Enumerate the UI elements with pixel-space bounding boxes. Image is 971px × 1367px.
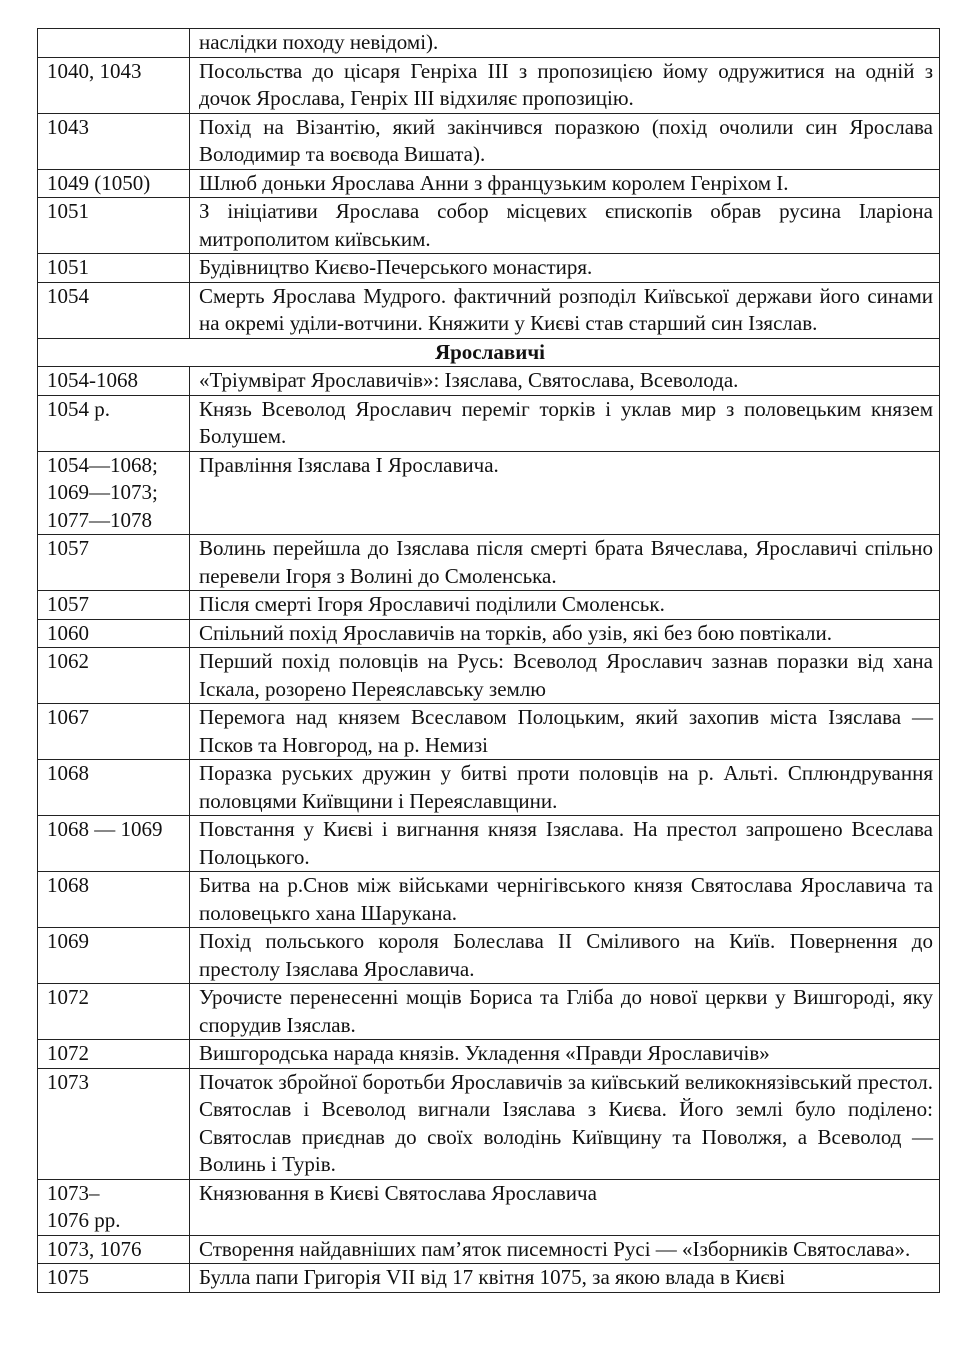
table-row: [38, 872, 940, 928]
event-cell: Похід на Візантію, який закінчився поразкою (похід очолили син Ярослава Володимир та воєвода Вишата).: [190, 113, 940, 169]
event-cell: Булла папи Григорія VII від 17 квітня 1075, за якою влада в Києві: [190, 1264, 940, 1293]
date-cell: 1049 (1050): [38, 169, 190, 198]
date-cell: 1060: [38, 619, 190, 648]
event-cell: Повстання у Києві і вигнання князя Ізяслава. На престол запрошено Всеслава Полоцького.: [190, 816, 940, 872]
event-cell: Шлюб доньки Ярослава Анни з французьким королем Генріхом I.: [190, 169, 940, 198]
event-cell: Вишгородська нарада князів. Укладення «Правди Ярославичів»: [190, 1040, 940, 1069]
date-cell: [38, 29, 190, 58]
table-row: [38, 169, 940, 198]
event-cell: З ініціативи Ярослава собор місцевих єпископів обрав русина Іларіона митрополитом київським.: [190, 198, 940, 254]
table-row: [38, 367, 940, 396]
event-cell: Поразка руських дружин у битві проти половців на р. Альті. Сплюндрування половцями Київщини і Переяславщини.: [190, 760, 940, 816]
event-cell: Початок збройної боротьби Ярославичів за київський великокнязівський престол. Святослав і Всеволод вигнали Ізяслава з Києва. Його землі було поділено: Святослав приєднав до своїх володінь Київщину та Поволжя, а Всеволод — Волинь і Турів.: [190, 1068, 940, 1179]
date-cell: [38, 1179, 190, 1235]
table-row: [38, 1068, 940, 1179]
table-row: [38, 1179, 940, 1235]
event-cell: Посольства до цісаря Генріха III з пропозицією йому одружитися на одній з дочок Ярослава, Генріх III відхиляє пропозицію.: [190, 57, 940, 113]
chronology-table: [37, 28, 940, 1293]
event-cell: Князь Всеволод Ярославич переміг торків і уклав мир з половецьким князем Болушем.: [190, 395, 940, 451]
event-cell: Похід польського короля Болеслава II Сміливого на Київ. Повернення до престолу Ізяслава Ярославича.: [190, 928, 940, 984]
date-cell: 1073, 1076: [38, 1235, 190, 1264]
event-cell: Спільний похід Ярославичів на торків, або узів, які без бою повтікали.: [190, 619, 940, 648]
table-row: [38, 648, 940, 704]
table-row: [38, 282, 940, 338]
table-row: [38, 984, 940, 1040]
table-row: [38, 816, 940, 872]
table-row: [38, 395, 940, 451]
date-cell: 1072: [38, 1040, 190, 1069]
date-cell: [38, 451, 190, 535]
date-line: 1069—1073;: [47, 480, 158, 504]
table-row: [38, 451, 940, 535]
date-cell: 1043: [38, 113, 190, 169]
table-row: [38, 198, 940, 254]
date-cell: 1068: [38, 872, 190, 928]
table-row: [38, 113, 940, 169]
date-cell: 1075: [38, 1264, 190, 1293]
table-row: [38, 29, 940, 58]
date-cell: 1054 р.: [38, 395, 190, 451]
date-cell: 1057: [38, 535, 190, 591]
event-cell: Після смерті Ігоря Ярославичі поділили Смоленськ.: [190, 591, 940, 620]
date-cell: 1040, 1043: [38, 57, 190, 113]
section-title: Ярославичі: [38, 338, 940, 367]
date-cell: 1067: [38, 704, 190, 760]
table-row: [38, 928, 940, 984]
section-header-row: [38, 338, 940, 367]
date-cell: 1051: [38, 254, 190, 283]
date-cell: 1062: [38, 648, 190, 704]
event-cell: Перший похід половців на Русь: Всеволод Ярославич зазнав поразки від хана Іскала, розорено Переяславську землю: [190, 648, 940, 704]
date-line: 1054—1068;: [47, 452, 158, 477]
event-cell: Будівництво Києво-Печерського монастиря.: [190, 254, 940, 283]
table-row: [38, 1235, 940, 1264]
table-row: [38, 1040, 940, 1069]
event-cell: Перемога над князем Всеславом Полоцьким, який захопив міста Ізяслава — Псков та Новгород, на р. Немизі: [190, 704, 940, 760]
event-cell: Князювання в Києві Святослава Ярославича: [190, 1179, 940, 1235]
table-row: [38, 760, 940, 816]
date-cell: 1068 — 1069: [38, 816, 190, 872]
date-line: 1076 рр.: [47, 1208, 121, 1232]
date-cell: 1054: [38, 282, 190, 338]
date-cell: 1051: [38, 198, 190, 254]
date-cell: 1073: [38, 1068, 190, 1179]
event-cell: Смерть Ярослава Мудрого. фактичний розподіл Київської держави його синами на окремі уділи-вотчини. Княжити у Києві став старший син Ізяслав.: [190, 282, 940, 338]
date-cell: 1072: [38, 984, 190, 1040]
date-cell: 1057: [38, 591, 190, 620]
date-cell: 1054-1068: [38, 367, 190, 396]
date-line: 1073–: [47, 1180, 100, 1205]
table-row: [38, 704, 940, 760]
event-cell: Правління Ізяслава I Ярославича.: [190, 451, 940, 535]
table-row: [38, 1264, 940, 1293]
event-cell: Створення найдавніших пам’яток писемності Русі — «Ізборників Святослава».: [190, 1235, 940, 1264]
table-row: [38, 57, 940, 113]
table-row: [38, 591, 940, 620]
event-cell: Волинь перейшла до Ізяслава після смерті брата Вячеслава, Ярославичі спільно перевели Ігоря з Волині до Смоленська.: [190, 535, 940, 591]
date-cell: 1068: [38, 760, 190, 816]
event-cell: «Тріумвірат Ярославичів»: Ізяслава, Святослава, Всеволода.: [190, 367, 940, 396]
event-cell: наслідки походу невідомі).: [190, 29, 940, 58]
event-cell: Битва на р.Снов між військами чернігівського князя Святослава Ярославича та половецькго хана Шарукана.: [190, 872, 940, 928]
table-row: [38, 535, 940, 591]
table-row: [38, 619, 940, 648]
table-row: [38, 254, 940, 283]
event-cell: Урочисте перенесенні мощів Бориса та Гліба до нової церкви у Вишгороді, яку спорудив Ізяслав.: [190, 984, 940, 1040]
date-cell: 1069: [38, 928, 190, 984]
date-line: 1077—1078: [47, 507, 152, 532]
